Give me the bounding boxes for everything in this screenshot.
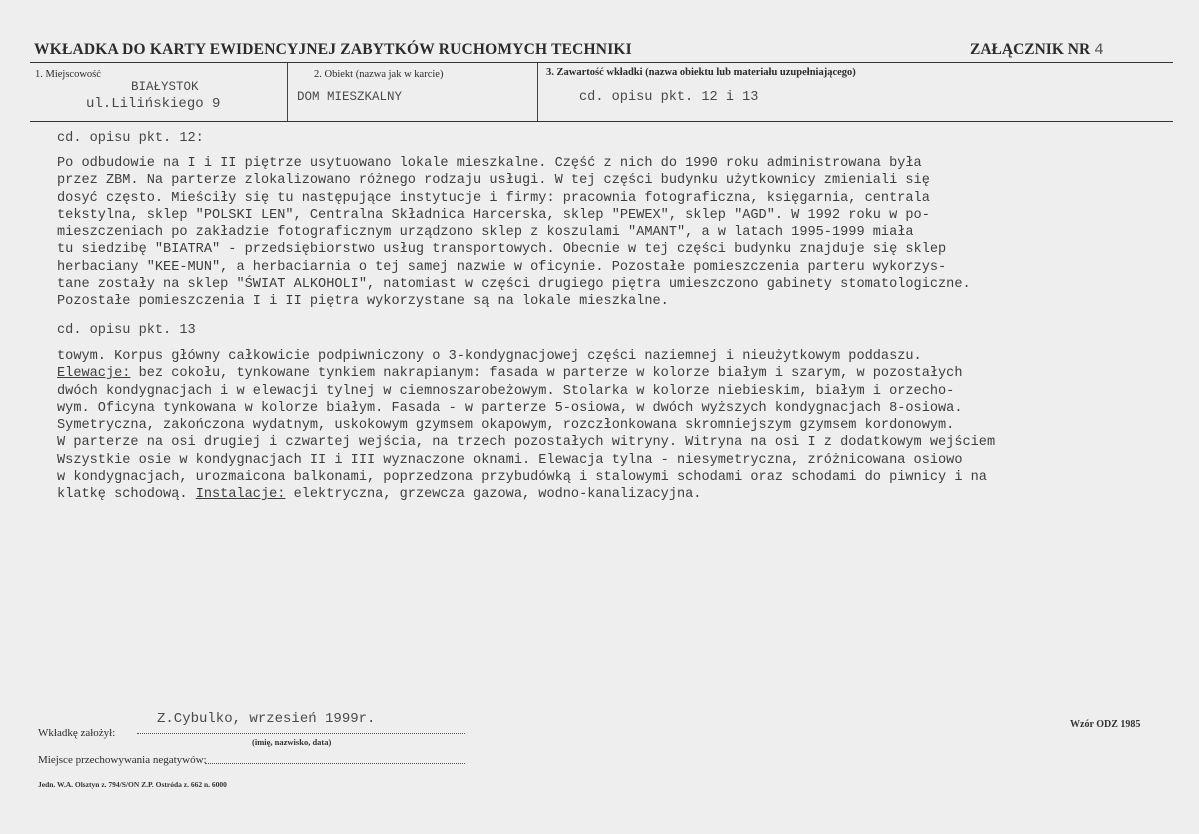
text-line — [57, 365, 1197, 382]
founded-hint: (imię, nazwisko, data) — [252, 737, 332, 747]
text-line: dwóch kondygnacjach i w elewacji tylnej w ciemnoszarobeżowym. Stolarka w kolorze niebieskim, białym i orzecho- — [57, 383, 955, 399]
field-divider-2 — [537, 63, 538, 121]
text-line: w kondygnacjach, urozmaicona balkonami, poprzedzona przybudówką i stalowymi schodami oraz schodami do piwnicy i na — [57, 470, 987, 486]
text-line: przez ZBM. Na parterze zlokalizowano różnego rodzaju usługi. W tej części budynku użytkownicy zmieniali się — [57, 173, 930, 189]
founded-label: Wkładkę założył: — [38, 727, 116, 739]
text-line: dosyć często. Mieściły się tu następujące instytucje i firmy: pracownia fotograficzna, księgarnia, centrala — [57, 190, 930, 206]
text-line: herbaciany "KEE-MUN", a herbaciarnia o tej samej nazwie w oficynie. Pozostałe pomieszczenia parteru wykorzys- — [57, 259, 947, 275]
text-line: tekstylna, sklep "POLSKI LEN", Centralna Składnica Harcerska, sklep "PEWEX", sklep "AGD". W 1992 roku w po- — [57, 207, 930, 223]
form-title: WKŁADKA DO KARTY EWIDENCYJNEJ ZABYTKÓW RUCHOMYCH TECHNIKI — [34, 41, 632, 58]
locality-value-line2: ul.Lilińskiego 9 — [86, 96, 221, 112]
attachment-label: ZAŁĄCZNIK NR — [970, 41, 1091, 58]
text-line: tu siedzibę "BIATRA" - przedsiębiorstwo usług transportowych. Obecnie w tej części budynku znajduje się sklep — [57, 242, 947, 258]
text-line: mieszczeniach po zakładzie fotograficznym urządzono sklep z koszulami "AMANT", a w latach 1995-1999 miała — [57, 225, 914, 241]
storage-dotted-line — [205, 763, 465, 764]
locality-label: 1. Miejscowość — [35, 69, 101, 80]
template-label: Wzór ODZ 1985 — [1070, 719, 1141, 730]
text-line: Symetryczna, zakończona wydatnym, uskokowym gzymsem okapowym, rozczłonkowana skromniejszym gzymsem kordonowym. — [57, 418, 955, 434]
field-divider-1 — [287, 63, 288, 121]
storage-label: Miejsce przechowywania negatywów: — [38, 754, 207, 766]
instalacje-label: Instalacje: — [195, 487, 286, 503]
text-line: tane zostały na sklep "ŚWIAT ALKOHOLI", natomiast w części drugiego piętra umieszczono gabinety stomatologiczne. — [57, 277, 971, 293]
text-line: Pozostałe pomieszczenia I i II piętra wykorzystane są na lokale mieszkalne. — [57, 294, 669, 310]
print-info: Jedn. W.A. Olsztyn z. 794/S/ON Z.P. Ostróda z. 662 n. 6000 — [38, 780, 227, 789]
text-fragment: klatkę schodową. — [57, 487, 196, 503]
attachment-number — [970, 41, 1104, 59]
section12-body — [57, 155, 1197, 311]
text-line: Po odbudowie na I i II piętrze usytuowano lokale mieszkalne. Część z nich do 1990 roku administrowana była — [57, 156, 922, 171]
text-line: W parterze na osi drugiej i czwartej wejścia, na trzech pozostałych witryny. Witryna na osi I z dodatkowym wejściem — [57, 435, 996, 451]
text-line: wym. Oficyna tynkowana w kolorze białym. Fasada - w parterze 5-osiowa, w dwóch wyższych kondygnacjach 8-osiowa. — [57, 400, 963, 416]
locality-value-line1: BIAŁYSTOK — [131, 80, 199, 94]
header-rule-top — [30, 62, 1173, 63]
text-line: towym. Korpus główny całkowicie podpiwniczony o 3-kondygnacjowej części naziemnej i nieużytkowym poddaszu. — [57, 349, 922, 364]
section13-heading: cd. opisu pkt. 13 — [57, 323, 196, 338]
attachment-number-value: 4 — [1094, 41, 1104, 59]
object-value: DOM MIESZKALNY — [297, 90, 403, 104]
founded-dotted-line — [137, 733, 465, 734]
content-label: 3. Zawartość wkładki (nazwa obiektu lub materiału uzupełniającego) — [546, 67, 856, 78]
text-line: Wszystkie osie w kondygnacjach II i III wyznaczone oknami. Elewacja tylna - niesymetryczna, zróżnicowana osiowo — [57, 452, 963, 468]
section12-heading: cd. opisu pkt. 12: — [57, 131, 204, 146]
text-fragment: bez cokołu, tynkowane tynkiem nakrapianym: fasada w parterze w kolorze białym i szarym, w pozostałych — [130, 366, 963, 382]
text-line — [57, 486, 1197, 503]
section13-body — [57, 348, 1197, 504]
founded-value: Z.Cybulko, wrzesień 1999r. — [157, 711, 376, 727]
text-fragment: elektryczna, grzewcza gazowa, wodno-kanalizacyjna. — [285, 487, 702, 503]
content-value: cd. opisu pkt. 12 i 13 — [579, 90, 759, 105]
elewacje-label: Elewacje: — [57, 366, 131, 382]
object-label: 2. Obiekt (nazwa jak w karcie) — [314, 69, 444, 80]
header-rule-bottom — [30, 121, 1173, 122]
